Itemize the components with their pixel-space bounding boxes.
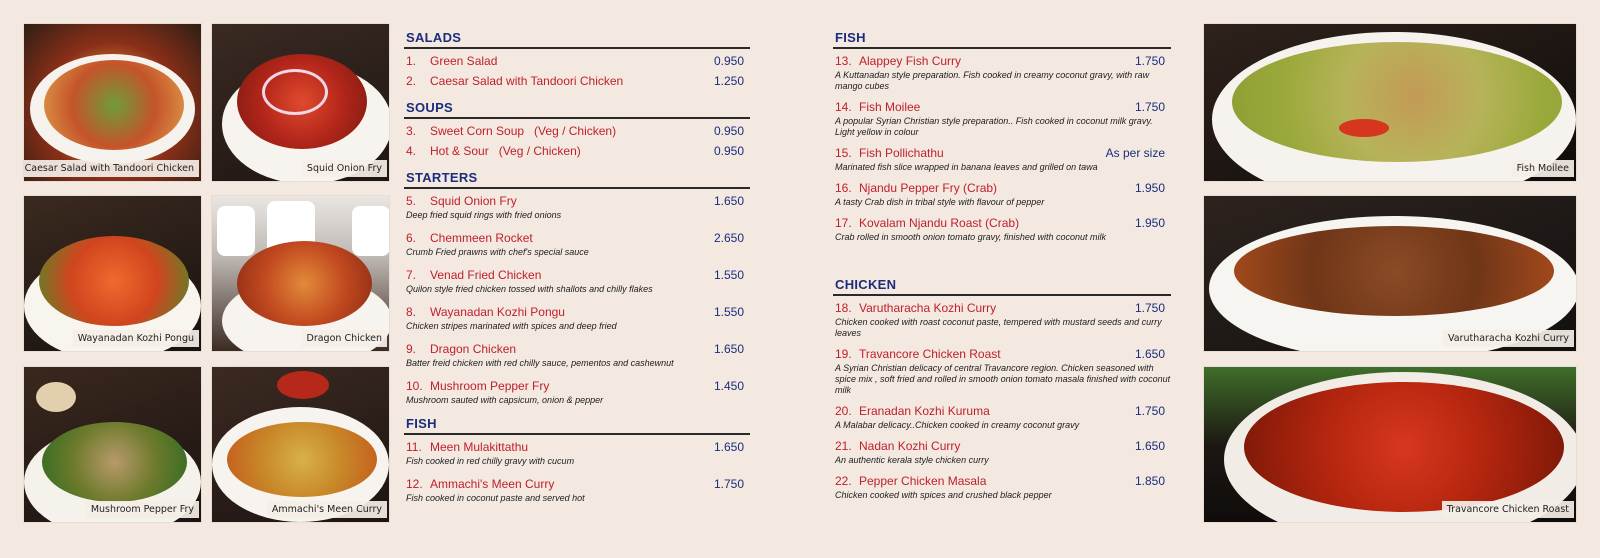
menu-item-number: 1. [406,54,417,68]
menu-item [404,54,750,68]
section-salads [404,30,750,94]
menu-item-number: 4. [406,144,417,158]
section-fish [404,416,750,514]
caption-mushroom: Mushroom Pepper Fry [86,501,199,518]
photo-squid-onion-fry [212,24,389,181]
menu-item-row [833,100,1171,114]
menu-item-price: 1.750 [1134,301,1165,315]
menu-item-description: An authentic kerala style chicken curry [835,455,989,465]
menu-item-description: A Kuttanadan style preparation. Fish cooked in creamy coconut gravy, with raw mango cubes [835,70,1150,91]
menu-item-row [404,342,750,356]
menu-item-price: 1.650 [1134,439,1165,453]
menu-item [404,440,750,467]
menu-item-row [404,144,750,158]
menu-item-price: 0.950 [713,54,744,68]
menu-item-price: 1.550 [713,305,744,319]
menu-item-name [404,305,565,319]
menu-item-number: 14. [835,100,852,114]
menu-item-number: 18. [835,301,852,315]
caption-ammachi: Ammachi's Meen Curry [267,501,387,518]
menu-item-price: 1.950 [1134,181,1165,195]
menu-item [404,379,750,406]
menu-item-description: Crumb Fried prawns with chef's special sauce [406,247,589,257]
menu-item [833,54,1171,92]
section-title: SOUPS [404,100,750,119]
menu-item-name [833,439,960,453]
menu-item [833,216,1171,243]
section-title: FISH [404,416,750,435]
menu-item-description: Deep fried squid rings with fried onions [406,210,562,220]
menu-item-price: 1.750 [713,477,744,491]
menu-item-label: Green Salad [430,54,498,68]
menu-item-number: 5. [406,194,417,208]
menu-item-name [833,146,944,160]
menu-item [404,194,750,221]
caption-travancore: Travancore Chicken Roast [1442,501,1574,518]
menu-item-row [404,124,750,138]
menu-item-number: 6. [406,231,417,245]
menu-item-price: 1.750 [1134,404,1165,418]
menu-item-price: 2.650 [713,231,744,245]
menu-item-row [404,231,750,245]
menu-item-name [833,181,997,195]
menu-item-label: Travancore Chicken Roast [859,347,1001,361]
menu-item [404,305,750,332]
menu-item-price: 1.650 [1134,347,1165,361]
menu-item-name [833,54,961,68]
menu-item [833,146,1171,173]
menu-item-number: 7. [406,268,417,282]
menu-item-number: 17. [835,216,852,230]
caption-dragon: Dragon Chicken [302,330,387,347]
caption-varutharacha: Varutharacha Kozhi Curry [1443,330,1574,347]
menu-item-description: Crab rolled in smooth onion tomato gravy, finished with coconut milk [835,232,1106,242]
caption-squid: Squid Onion Fry [302,160,387,177]
menu-item-label: Varutharacha Kozhi Curry [859,301,997,315]
menu-item-row [833,439,1171,453]
section-title: CHICKEN [833,277,1171,296]
menu-item-price: 0.950 [713,144,744,158]
menu-item-name [404,144,581,158]
section-chicken [833,277,1171,509]
menu-item-row [833,347,1171,361]
menu-item-name [404,74,623,88]
menu-item-label: Mushroom Pepper Fry [430,379,550,393]
menu-item-number: 2. [406,74,417,88]
menu-item [404,124,750,138]
menu-item-name [404,440,528,454]
menu-item-price: 0.950 [713,124,744,138]
menu-item-name [833,301,996,315]
menu-item-row [404,268,750,282]
menu-item-name [833,404,990,418]
menu-item [833,404,1171,431]
menu-item-price: 1.850 [1134,474,1165,488]
menu-item-price: 1.450 [713,379,744,393]
menu-item-label: Eranadan Kozhi Kuruma [859,404,990,418]
menu-item-name [404,268,541,282]
menu-item-description: A Malabar delicacy..Chicken cooked in creamy coconut gravy [835,420,1080,430]
menu-item-label: Venad Fried Chicken [430,268,542,282]
menu-item-label: Dragon Chicken [430,342,517,356]
menu-item-row [833,146,1171,160]
photo-fish-moilee [1204,24,1576,181]
menu-item-name [404,477,554,491]
menu-item-name [404,379,549,393]
menu-item-price: 1.250 [713,74,744,88]
menu-item-number: 9. [406,342,417,356]
menu-item-label: Njandu Pepper Fry (Crab) [859,181,998,195]
menu-item-name [404,194,517,208]
menu-item [404,144,750,158]
menu-item-description: A Syrian Christian delicacy of central Travancore region. Chicken seasoned with spice mix , soft fried and rolled in smooth onion tomato masala finished with coconut milk [835,363,1171,395]
menu-item [833,301,1171,339]
menu-item-label: Ammachi's Meen Curry [430,477,555,491]
menu-item-name [833,347,1001,361]
menu-item [833,181,1171,208]
menu-item-price: 1.550 [713,268,744,282]
menu-item-description: Fish cooked in red chilly gravy with cucum [406,456,575,466]
menu-item-row [404,74,750,88]
menu-item-label: Wayanadan Kozhi Pongu [430,305,565,319]
menu-item-description: Batter freid chicken with red chilly sauce, pementos and cashewnut [406,358,674,368]
left-menu-column [404,30,750,530]
menu-item-description: Marinated fish slice wrapped in banana leaves and grilled on tawa [835,162,1098,172]
menu-item-name [833,216,1019,230]
section-soups [404,100,750,164]
menu-item-description: Chicken cooked with roast coconut paste, tempered with mustard seeds and curry leaves [835,317,1162,338]
menu-item-label: Squid Onion Fry [430,194,517,208]
menu-item-name [404,231,533,245]
menu-item-description: Chicken cooked with spices and crushed black pepper [835,490,1052,500]
menu-item-price: 1.750 [1134,54,1165,68]
menu-item-label: Sweet Corn Soup (Veg / Chicken) [430,124,617,138]
menu-item-name [404,54,497,68]
menu-item-name [833,100,920,114]
menu-item-number: 13. [835,54,852,68]
menu-item-label: Caesar Salad with Tandoori Chicken [430,74,624,88]
menu-item-label: Hot & Sour (Veg / Chicken) [430,144,581,158]
menu-item-price: 1.750 [1134,100,1165,114]
menu-item-price: 1.650 [713,342,744,356]
menu-item-number: 15. [835,146,852,160]
menu-item-label: Fish Pollichathu [859,146,944,160]
menu-item-number: 10. [406,379,423,393]
menu-item-number: 11. [406,440,422,454]
menu-item [404,74,750,88]
menu-item-row [404,440,750,454]
photo-varutharacha-kozhi-curry [1204,196,1576,351]
menu-item-description: Quilon style fried chicken tossed with shallots and chilly flakes [406,284,653,294]
menu-item-description: Chicken stripes marinated with spices and deep fried [406,321,617,331]
photo-caesar-salad [24,24,201,181]
menu-item-row [404,54,750,68]
caption-wayanadan: Wayanadan Kozhi Pongu [73,330,199,347]
menu-item-row [833,216,1171,230]
section-title: FISH [833,30,1171,49]
menu-item-label: Meen Mulakittathu [430,440,529,454]
photo-travancore-chicken-roast [1204,367,1576,522]
menu-item-label: Fish Moilee [859,100,921,114]
menu-item-number: 12. [406,477,423,491]
menu-item-row [833,404,1171,418]
menu-item-row [833,301,1171,315]
menu-item [833,100,1171,138]
section-title: SALADS [404,30,750,49]
menu-item-label: Chemmeen Rocket [430,231,533,245]
menu-item-row [404,194,750,208]
menu-item-description: Fish cooked in coconut paste and served hot [406,493,585,503]
menu-item-number: 22. [835,474,852,488]
menu-item-description: Mushroom sauted with capsicum, onion & pepper [406,395,604,405]
menu-item-row [404,379,750,393]
menu-item [833,347,1171,396]
menu-item-row [833,474,1171,488]
menu-item-label: Kovalam Njandu Roast (Crab) [859,216,1020,230]
section-title: STARTERS [404,170,750,189]
menu-item-label: Alappey Fish Curry [859,54,962,68]
menu-item-row [404,305,750,319]
menu-item-name [404,124,616,138]
menu-item-price: 1.950 [1134,216,1165,230]
photo-dragon-chicken [212,196,389,351]
menu-item-name [404,342,516,356]
menu-item [404,342,750,369]
menu-item-row [833,54,1171,68]
menu-item-number: 8. [406,305,417,319]
menu-item [833,439,1171,466]
photo-ammachis-meen-curry [212,367,389,522]
menu-item [404,477,750,504]
menu-item-number: 20. [835,404,852,418]
menu-item-label: Nadan Kozhi Curry [859,439,961,453]
menu-item-number: 3. [406,124,417,138]
photo-wayanadan-kozhi-pongu [24,196,201,351]
caption-moilee: Fish Moilee [1512,160,1574,177]
menu-item-row [404,477,750,491]
menu-item-price: As per size [1105,146,1165,160]
menu-item-number: 21. [835,439,852,453]
section-fish-main [833,30,1171,251]
menu-item-number: 19. [835,347,852,361]
menu-item-description: A tasty Crab dish in tribal style with flavour of pepper [835,197,1045,207]
menu-item-number: 16. [835,181,852,195]
menu-item-label: Pepper Chicken Masala [859,474,987,488]
right-menu-column [833,30,1171,530]
menu-item-description: A popular Syrian Christian style preparation.. Fish cooked in coconut milk gravy. Light yellow in colour [835,116,1153,137]
menu-item-price: 1.650 [713,440,744,454]
menu-item-row [833,181,1171,195]
section-starters [404,170,750,416]
menu-item-price: 1.650 [713,194,744,208]
caption-caesar: Caesar Salad with Tandoori Chicken [24,160,199,177]
menu-item-name [833,474,986,488]
photo-mushroom-pepper-fry [24,367,201,522]
menu-item [404,268,750,295]
menu-item [833,474,1171,501]
menu-item [404,231,750,258]
